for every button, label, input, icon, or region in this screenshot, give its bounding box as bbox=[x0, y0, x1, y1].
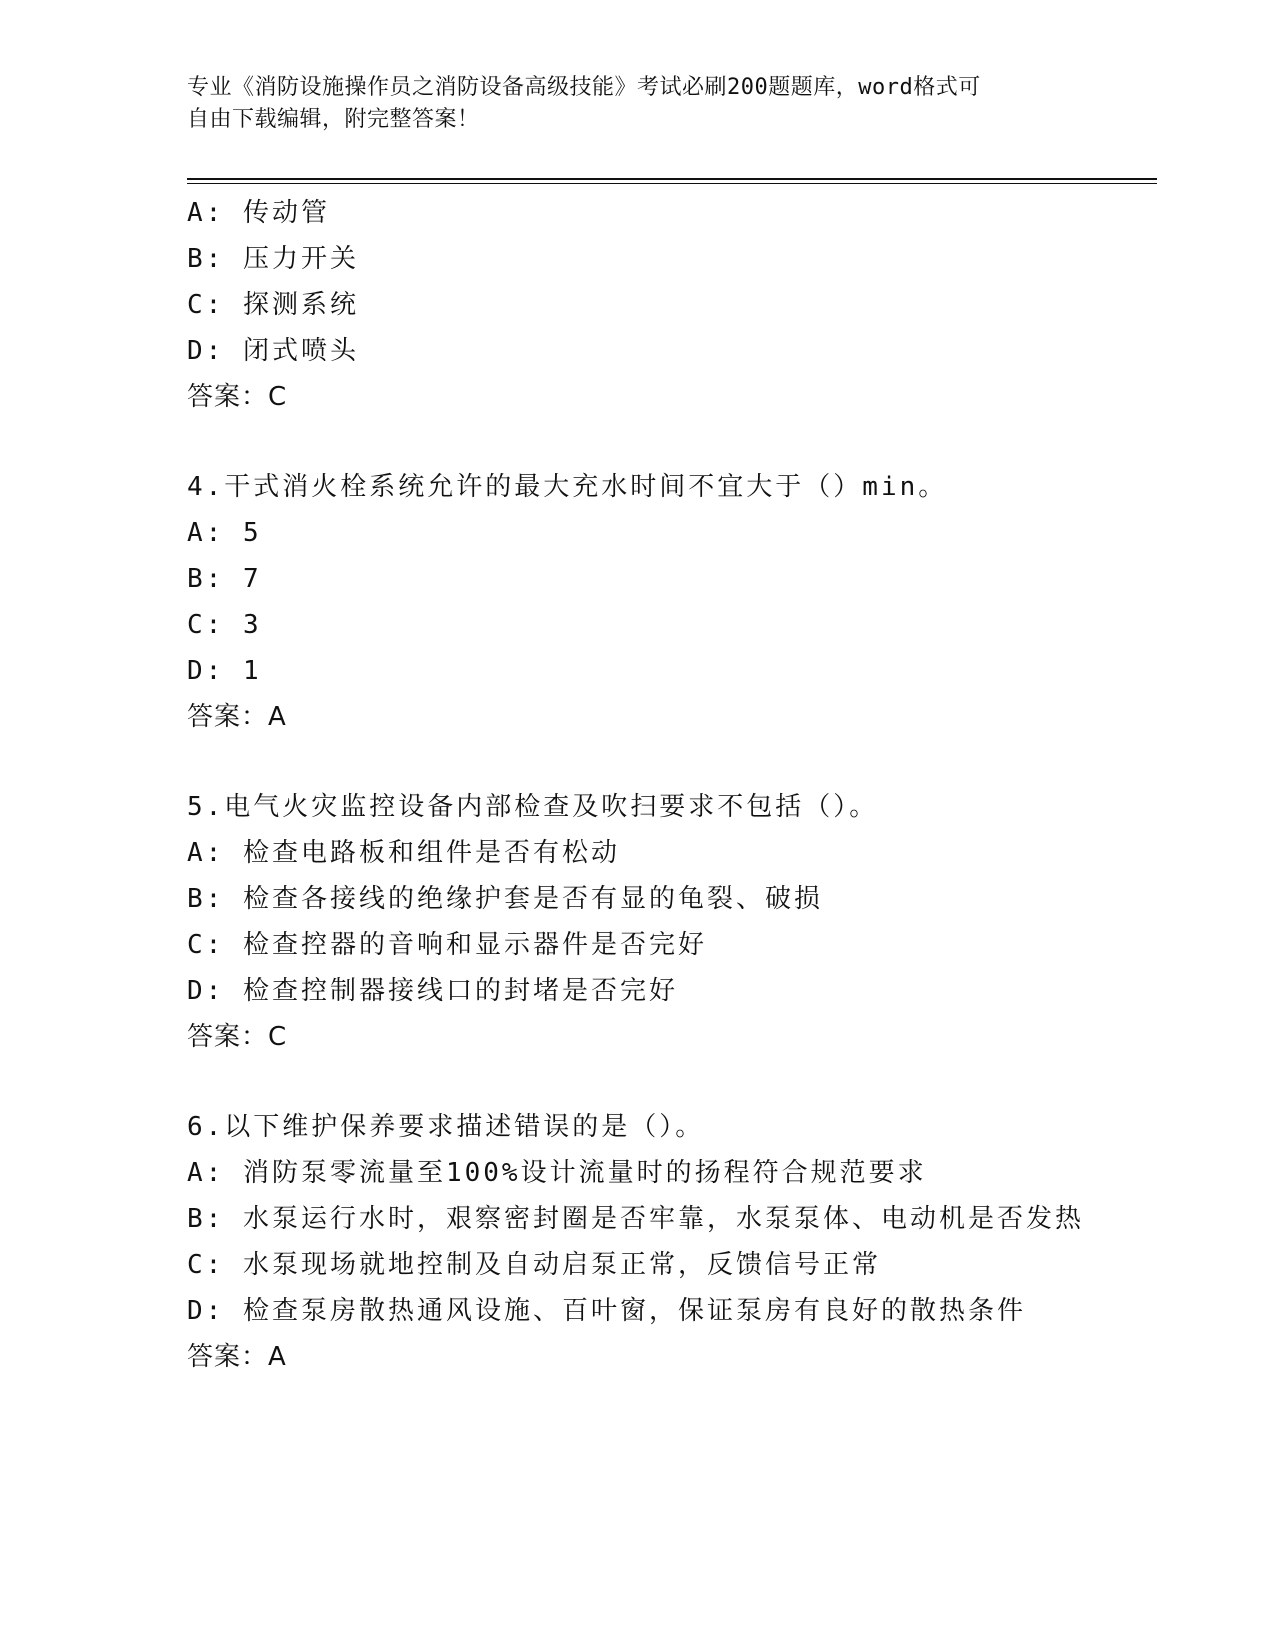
spacer bbox=[187, 420, 1157, 464]
answer: 答案：A bbox=[187, 702, 287, 732]
answer: 答案：C bbox=[187, 382, 288, 412]
option-b: B: 检查各接线的绝缘护套是否有显的龟裂、破损 bbox=[187, 884, 823, 914]
option-c: C: 检查控器的音响和显示器件是否完好 bbox=[187, 930, 707, 960]
option-c: C: 3 bbox=[187, 610, 262, 640]
question-text: 6.以下维护保养要求描述错误的是（）。 bbox=[187, 1112, 705, 1142]
option-a: A: 检查电路板和组件是否有松动 bbox=[187, 838, 620, 868]
option-b: B: 水泵运行水时，艰察密封圈是否牢靠，水泵泵体、电动机是否发热 bbox=[187, 1204, 1084, 1234]
option-d: D: 闭式喷头 bbox=[187, 336, 359, 366]
header-divider-thick bbox=[187, 178, 1157, 180]
header-line-1: 专业《消防设施操作员之消防设备高级技能》考试必刷200题题库，word格式可 bbox=[187, 75, 981, 100]
spacer bbox=[187, 740, 1157, 784]
option-c: C: 探测系统 bbox=[187, 290, 359, 320]
question-block-4 bbox=[187, 464, 1157, 740]
document-header bbox=[187, 72, 1087, 136]
option-b: B: 压力开关 bbox=[187, 244, 359, 274]
question-block-6 bbox=[187, 1104, 1157, 1380]
spacer bbox=[187, 1060, 1157, 1104]
option-d: D: 检查泵房散热通风设施、百叶窗，保证泵房有良好的散热条件 bbox=[187, 1296, 1026, 1326]
header-divider-thin bbox=[187, 183, 1157, 184]
answer: 答案：C bbox=[187, 1022, 288, 1052]
question-text: 5.电气火灾监控设备内部检查及吹扫要求不包括（）。 bbox=[187, 792, 879, 822]
option-c: C: 水泵现场就地控制及自动启泵正常，反馈信号正常 bbox=[187, 1250, 881, 1280]
question-text: 4.干式消火栓系统允许的最大充水时间不宜大于（）min。 bbox=[187, 472, 948, 502]
option-a: A: 传动管 bbox=[187, 198, 330, 228]
option-a: A: 5 bbox=[187, 518, 262, 548]
option-d: D: 检查控制器接线口的封堵是否完好 bbox=[187, 976, 678, 1006]
question-list bbox=[187, 190, 1157, 1380]
option-b: B: 7 bbox=[187, 564, 262, 594]
header-line-2: 自由下载编辑，附完整答案！ bbox=[187, 107, 480, 132]
answer: 答案：A bbox=[187, 1342, 287, 1372]
question-block-3 bbox=[187, 190, 1157, 420]
option-a: A: 消防泵零流量至100%设计流量时的扬程符合规范要求 bbox=[187, 1158, 927, 1188]
option-d: D: 1 bbox=[187, 656, 262, 686]
question-block-5 bbox=[187, 784, 1157, 1060]
